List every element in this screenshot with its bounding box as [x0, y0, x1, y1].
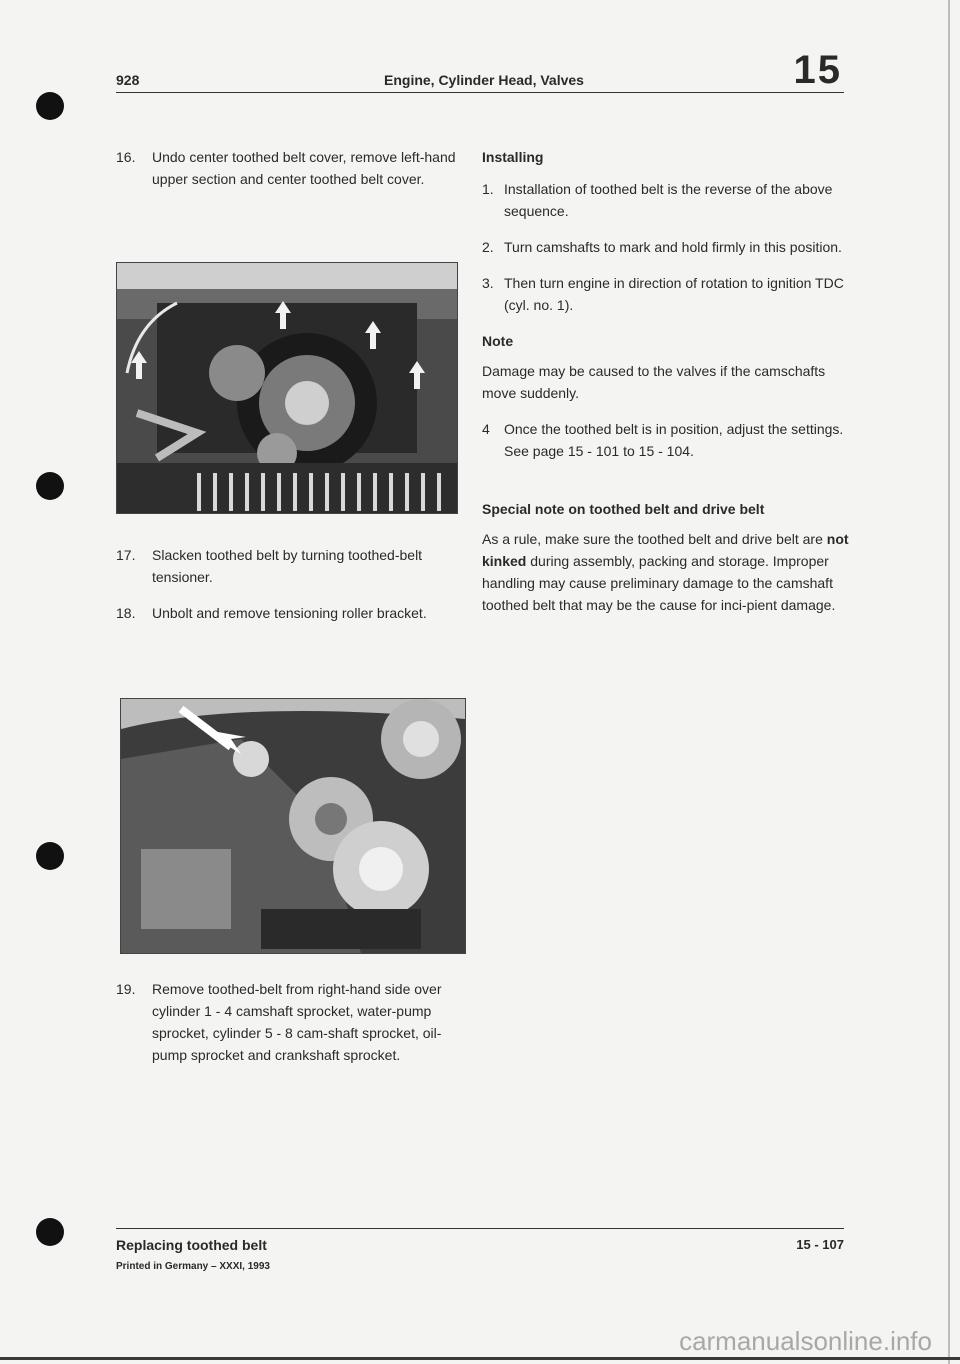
step-17 [116, 544, 466, 588]
note-text: Damage may be caused to the valves if the camschafts move suddenly. [482, 363, 826, 401]
engine-photo-tensioner [120, 698, 466, 954]
page-number: 15 - 107 [796, 1237, 844, 1252]
left-column-mid [116, 544, 466, 624]
binder-hole [36, 472, 64, 500]
step-text: Then turn engine in direction of rotation to ignition TDC (cyl. no. 1). [504, 275, 844, 313]
special-note-text-part: during assembly, packing and storage. Improper handling may cause preliminary damage to the camshaft toothed belt that may be the cause for inci-pient damage. [482, 553, 836, 613]
page-bottom-edge [0, 1357, 960, 1360]
step-number: 19. [116, 981, 136, 997]
special-note-emphasis: not kinked [482, 531, 849, 569]
binder-hole [36, 92, 64, 120]
watermark: carmanualsonline.info [679, 1326, 932, 1356]
section-title: Engine, Cylinder Head, Valves [384, 72, 584, 88]
step-text: Undo center toothed belt cover, remove left-hand upper section and center toothed belt cover. [152, 149, 456, 187]
step-16 [116, 146, 466, 190]
model-number: 928 [116, 72, 140, 88]
right-column [482, 146, 862, 616]
binder-hole [36, 842, 64, 870]
step-4 [482, 418, 862, 462]
special-note-text-part: As a rule, make sure the toothed belt and drive belt are [482, 531, 827, 547]
step-19 [116, 978, 466, 1066]
step-number: 3. [482, 275, 494, 291]
special-note-text [482, 528, 862, 616]
step-number: 16. [116, 149, 136, 165]
step-18 [116, 602, 466, 624]
page-footer [116, 1228, 844, 1272]
footer-title: Replacing toothed belt [116, 1237, 267, 1253]
page-right-edge [948, 0, 950, 1364]
step-number: 4 [482, 421, 490, 437]
step-text: Installation of toothed belt is the reverse of the above sequence. [504, 181, 833, 219]
special-note-heading: Special note on toothed belt and drive belt [482, 501, 765, 517]
engine-photo-belt-cover [116, 262, 458, 514]
step-1 [482, 178, 862, 222]
chapter-number: 15 [793, 48, 842, 92]
print-info: Printed in Germany – XXXI, 1993 [116, 1261, 270, 1272]
step-text: Once the toothed belt is in position, adjust the settings. See page 15 - 101 to 15 - 104. [504, 421, 844, 459]
step-number: 1. [482, 181, 494, 197]
installing-heading: Installing [482, 149, 544, 165]
step-number: 2. [482, 239, 494, 255]
step-text: Turn camshafts to mark and hold firmly in this position. [504, 239, 842, 255]
step-text: Remove toothed-belt from right-hand side over cylinder 1 - 4 camshaft sprocket, water-pump sprocket, cylinder 5 - 8 cam-shaft sprocket, oil-pump sprocket and crankshaft sprocket. [152, 981, 442, 1063]
left-column [116, 146, 466, 190]
step-number: 17. [116, 547, 136, 563]
page-header [116, 48, 844, 93]
note-heading: Note [482, 333, 514, 349]
step-3 [482, 272, 862, 316]
step-text: Unbolt and remove tensioning roller bracket. [152, 605, 427, 621]
step-number: 18. [116, 605, 136, 621]
binder-hole [36, 1218, 64, 1246]
step-text: Slacken toothed belt by turning toothed-belt tensioner. [152, 547, 423, 585]
left-column-bottom [116, 978, 466, 1066]
step-2 [482, 236, 862, 258]
